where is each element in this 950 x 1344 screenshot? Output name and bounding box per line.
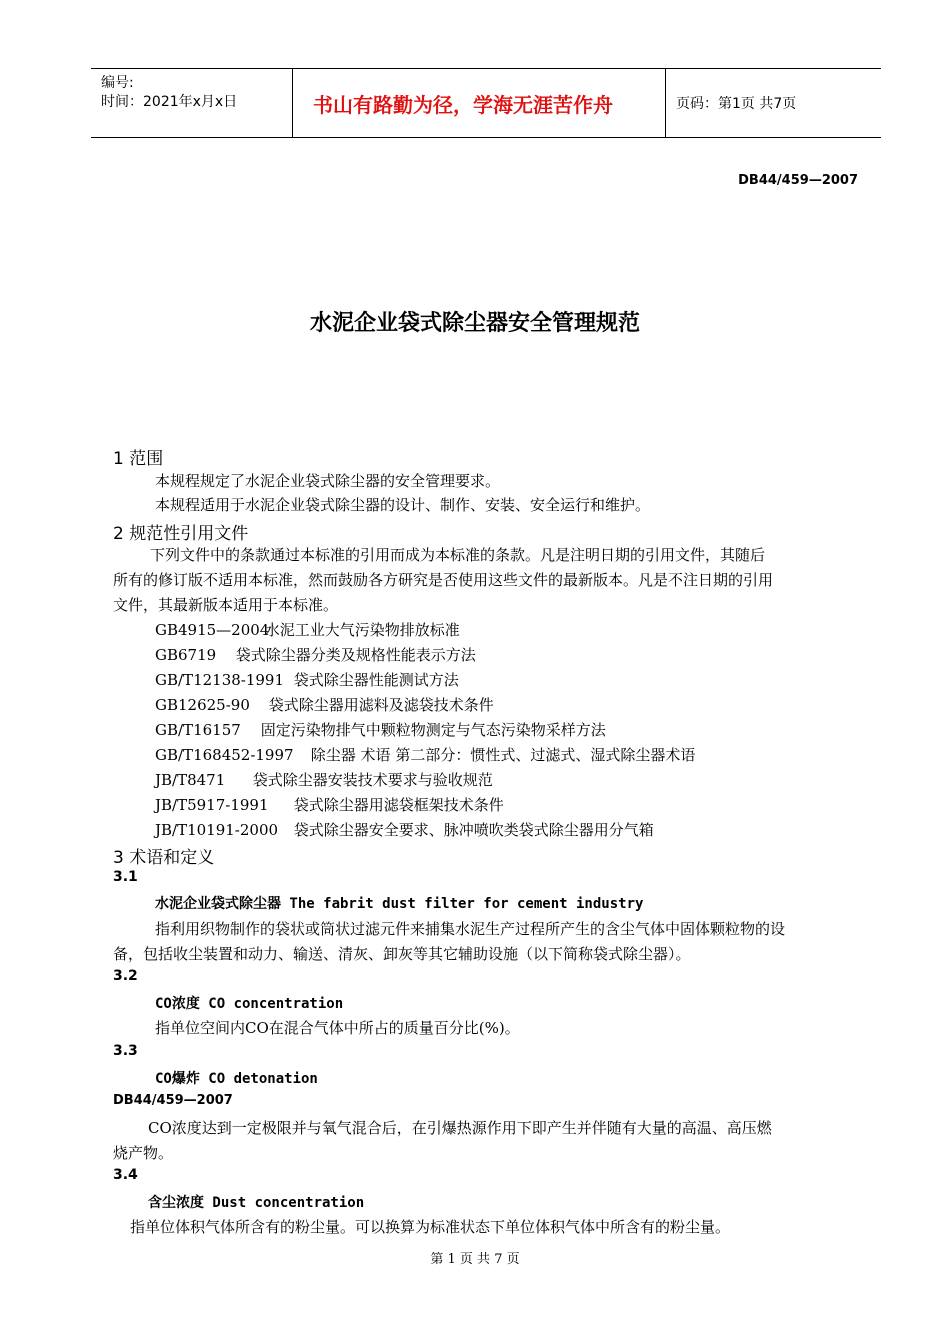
header-motto-cell xyxy=(293,69,666,137)
page-info: 页码：第1页 共7页 xyxy=(676,96,797,112)
reference-title: 袋式除尘器用滤袋框架技术条件 xyxy=(293,796,504,814)
reference-code: GB6719 xyxy=(155,646,217,664)
reference-code: GB4915—2004 xyxy=(155,621,270,639)
number-label: 编号: xyxy=(101,75,134,91)
reference-title: 袋式除尘器用滤料及滤袋技术条件 xyxy=(268,696,494,714)
page-footer: 第 1 页 共 7 页 xyxy=(430,1252,520,1267)
paragraph-line: 指利用织物制作的袋状或筒状过滤元件来捕集水泥生产过程所产生的含尘气体中固体颗粒物的设 xyxy=(155,920,786,938)
reference-item xyxy=(155,619,460,640)
term-heading: 含尘浓度 Dust concentration xyxy=(148,1195,365,1211)
term-heading: CO浓度 CO concentration xyxy=(155,996,344,1012)
term-number: 3.3 xyxy=(113,1043,138,1059)
reference-item xyxy=(155,669,459,690)
section-3-heading: 3 术语和定义 xyxy=(113,848,215,868)
paragraph: 本规程适用于水泥企业袋式除尘器的设计、制作、安装、安全运行和维护。 xyxy=(155,496,651,514)
reference-code: GB12625-90 xyxy=(155,696,250,714)
reference-item xyxy=(155,769,493,790)
paragraph-line: CO浓度达到一定极限并与氧气混合后，在引爆热源作用下即产生并伴随有大量的高温、高压燃 xyxy=(148,1119,772,1137)
doc-code-repeat: DB44/459—2007 xyxy=(113,1093,233,1108)
term-heading: 水泥企业袋式除尘器 The fabrit dust filter for cement industry xyxy=(155,896,644,912)
doc-code: DB44/459—2007 xyxy=(738,173,858,188)
reference-title: 袋式除尘器性能测试方法 xyxy=(293,671,459,689)
reference-item xyxy=(155,794,504,815)
reference-item xyxy=(155,719,606,740)
reference-title: 袋式除尘器分类及规格性能表示方法 xyxy=(235,646,476,664)
paragraph-line: 所有的修订版不适用本标准，然而鼓励各方研究是否使用这些文件的最新版本。凡是不注日期的引用 xyxy=(113,571,774,589)
document-title: 水泥企业袋式除尘器安全管理规范 xyxy=(309,311,640,336)
reference-title: 固定污染物排气中颗粒物测定与气态污染物采样方法 xyxy=(260,721,606,739)
term-number: 3.1 xyxy=(113,869,138,885)
reference-title: 除尘器 术语 第二部分：惯性式、过滤式、湿式除尘器术语 xyxy=(310,746,696,764)
paragraph-line: 下列文件中的条款通过本标准的引用而成为本标准的条款。凡是注明日期的引用文件，其随后 xyxy=(150,546,766,564)
paragraph: 本规程规定了水泥企业袋式除尘器的安全管理要求。 xyxy=(155,472,501,490)
term-number: 3.4 xyxy=(113,1167,138,1183)
paragraph-line: 烧产物。 xyxy=(113,1144,174,1162)
paragraph-line: 备，包括收尘装置和动力、输送、清灰、卸灰等其它辅助设施（以下简称袋式除尘器）。 xyxy=(113,945,691,963)
reference-code: GB/T12138-1991 xyxy=(155,671,285,689)
reference-item xyxy=(155,644,476,665)
paragraph-line: 指单位体积气体所含有的粉尘量。可以换算为标准状态下单位体积气体中所含有的粉尘量。 xyxy=(130,1218,731,1236)
section-2-heading: 2 规范性引用文件 xyxy=(113,524,249,544)
reference-code: JB/T5917-1991 xyxy=(155,796,269,814)
reference-code: GB/T168452-1997 xyxy=(155,746,294,764)
header-page-cell xyxy=(666,69,881,137)
reference-code: JB/T10191-2000 xyxy=(155,821,279,839)
reference-item xyxy=(155,819,654,840)
reference-code: GB/T16157 xyxy=(155,721,241,739)
header-meta-cell xyxy=(91,69,293,137)
reference-item xyxy=(155,694,494,715)
reference-title: 袋式除尘器安装技术要求与验收规范 xyxy=(252,771,493,789)
section-1-heading: 1 范围 xyxy=(113,449,164,469)
reference-title: 水泥工业大气污染物排放标准 xyxy=(264,621,460,639)
paragraph-line: 文件，其最新版本适用于本标准。 xyxy=(113,596,339,614)
time-label: 时间：2021年x月x日 xyxy=(101,94,238,110)
reference-item xyxy=(155,744,695,765)
paragraph-line: 指单位空间内CO在混合气体中所占的质量百分比(%)。 xyxy=(155,1019,520,1037)
term-heading: CO爆炸 CO detonation xyxy=(155,1071,318,1087)
term-number: 3.2 xyxy=(113,968,138,984)
page-header xyxy=(91,68,881,138)
reference-title: 袋式除尘器安全要求、脉冲喷吹类袋式除尘器用分气箱 xyxy=(293,821,654,839)
reference-code: JB/T8471 xyxy=(155,771,226,789)
motto: 书山有路勤为径，学海无涯苦作舟 xyxy=(313,92,613,117)
